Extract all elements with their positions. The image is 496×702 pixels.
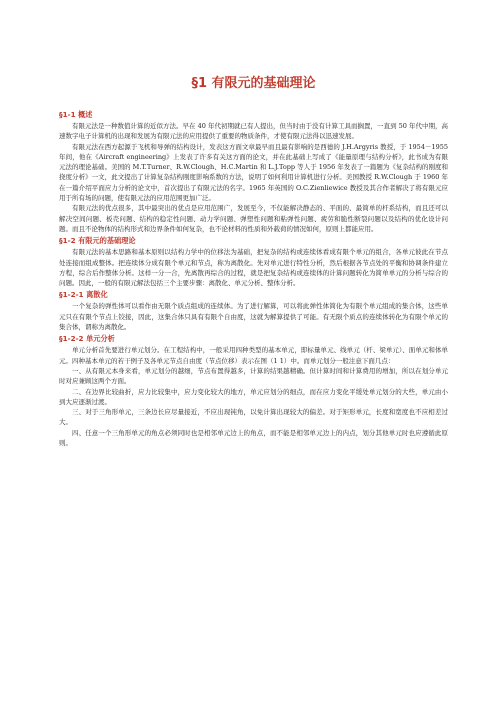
section-heading: §1-1 概述 [59, 110, 93, 119]
paragraph: 一、从有限元本身来看，单元划分的越细，节点布置得越多，计算的结果越精确。但计算时间和计算费用的增加，所以在划分单元时对应兼顾这两个方面。 [59, 366, 448, 386]
paragraph: 单元分析首先要进行单元划分。在工程结构中，一般采用四种类型的基本单元，即标量单元、线单元（杆、梁单元）、面单元和体单元。四种基本单元的若干例子及各单元节点自由度（节点位移）表示在图（1 1）中。而单元划分一般注意下面几点： [59, 346, 448, 365]
section-discretization [59, 290, 448, 332]
paragraph: 有限元法是一种数值计算的近似方法。早在 40 年代初期就已有人提出，但当时由于没有计算工具而搁置，一直到 50 年代中期，高速数字电子计算机的出现和发展为有限元法的应用提供了重要的物质条件，才使有限元法得以迅速发展。 [59, 122, 448, 141]
paragraph: 三、对于三角形单元，三条边长应尽量接近，不应出现钝角，以免计算出现较大的偏差。对于矩形单元，长度和宽度也不应相差过大。 [59, 408, 448, 427]
paragraph: 有限元法的基本思路和基本原则以结构力学中的位移法为基础，把复杂的结构或连续体看成有限个单元的组合，各单元彼此在节点处连接而组成整体。把连续体分成有限个单元和节点，称为离散化。先对单元进行特性分析，然后根据各节点处的平衡和协调条件建立方程，综合后作整体分析。这样一分一合，先离散再综合的过程，就是把复杂结构或连续体的计算问题转化为简单单元的分析与综合的问题。因此，一般的有限元解法包括三个主要步骤：离散化、单元分析、整体分析。 [59, 248, 448, 288]
paragraph: 有限元法在西方起源于飞机和导弹的结构设计，发表这方面文章最早而且最有影响的是西德的 J.H.Argyris 教授，于 1954－1955 年间，他在《Aircraft engineering》上发表了许多有关这方面的论文，并在此基础上写成了《能量原理与结构分析》，此书成为有限元法的理论基础。美国的 M.T.Turner、R.W.Clough、H.C.Martin 和 L.J.Topp 等人于 1956 年发表了一篇题为《复杂结构的刚度和挠度分析》一文，此文提出了计算复杂结构刚度影响系数的方法，说明了如何利用计算机进行分析。美国教授 R.W.Clough 于 1960 年在一篇介绍平面应力分析的论文中，首次提出了有限元法的名字。1965 年英国的 O.C.Zienliewice 教授及其合作者解决了将有限元应用于所有场的问题，使有限元法的应用范围更加广泛。 [59, 142, 448, 203]
section-basic-theory [59, 236, 448, 288]
paragraph: 有限元法的优点很多，其中最突出的优点是应用范围广，发展至今，不仅能解决静态的、平面的、最简单的杆系结构，而且还可以解决空间问题、板壳问题、结构的稳定性问题、动力学问题、弹塑性问题和粘弹性问题、疲劳和脆性断裂问题以及结构的优化设计问题。而且不论物体的结构形式和边界条件如何复杂，也不论材料的性质和外载荷的情况如何，原则上都能应用。 [59, 204, 448, 233]
section-element-analysis [59, 334, 448, 448]
section-heading: §1-2-1 离散化 [59, 290, 108, 300]
paragraph: 四、任意一个三角形单元的角点必须同时也是相邻单元边上的角点，而不能是相邻单元边上的内点，划分其他单元时也应遵循此原则。 [59, 428, 448, 448]
paragraph: 二、在边界比较曲折，应力比较集中，应力变化较大的地方，单元应划分的细点，而在应力变化平缓处单元划分的大些，单元由小到大应逐渐过渡。 [59, 387, 448, 406]
section-overview [59, 110, 448, 234]
section-heading: §1-2 有限元的基础理论 [59, 236, 136, 246]
page-title: §1 有限元的基础理论 [191, 76, 316, 91]
section-heading: §1-2-2 单元分析 [59, 334, 115, 344]
paragraph: 一个复杂的弹性体可以看作由无限个质点组成的连续体。为了进行解算，可以将此弹性体简化为有限个单元组成的集合体，这些单元只在有限个节点上铰接，因此，这集合体只具有有限个自由度，这就为解算提供了可能。有无限个质点的连续体转化为有限个单元的集合体，谓称为离散化。 [59, 302, 448, 332]
